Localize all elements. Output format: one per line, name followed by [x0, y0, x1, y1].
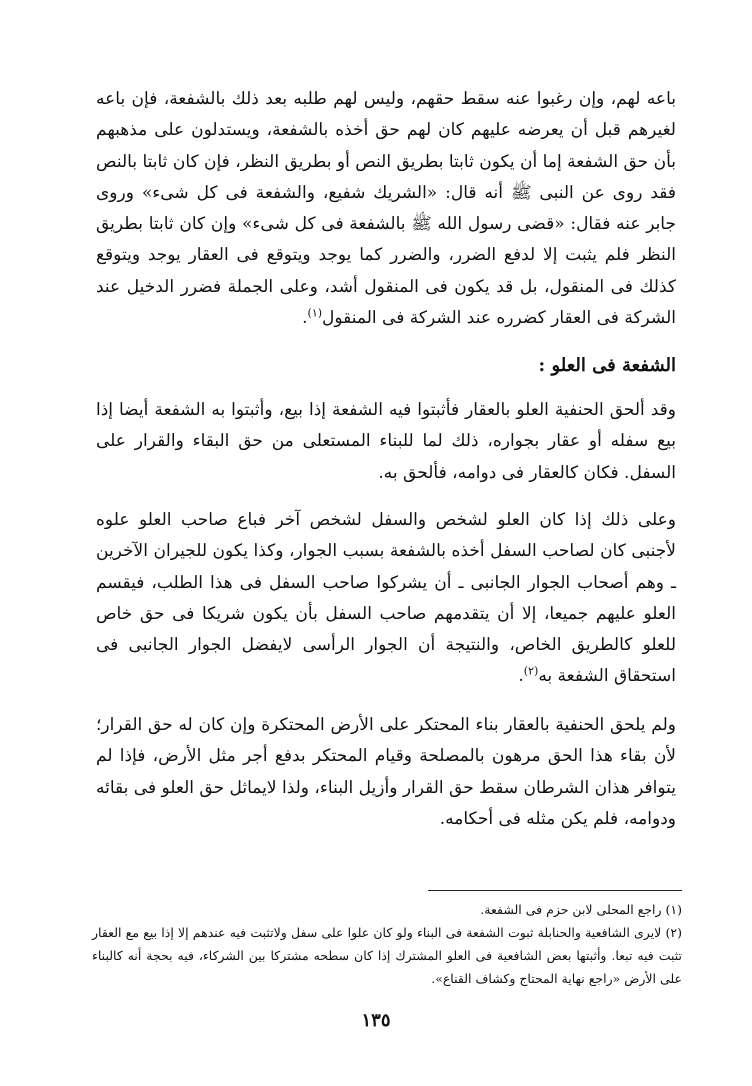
footnote-divider [428, 890, 682, 891]
footnote-1: (١) راجع المحلى لابن حزم فى الشفعة. [480, 902, 682, 917]
paragraph-text: وعلى ذلك إذا كان العلو لشخص والسفل لشخص آخر فباع صاحب العلو علوه لأجنبى كان لصاحب السفل أخذه بالشفعة بسبب الجوار، وكذا يكون للجيران الآخرين ـ وهم أصحاب الجوار الجانبى ـ أن يشركوا صاحب السفل فى هذا الطلب، فيقسم العلو عليهم جميعا، إلا أن يتقدمهم صاحب السفل بأن يكون شريكا فى حق خاص للعلو كالطريق الخاص، والنتيجة أن الجوار الرأسى لايفضل الجوار الجانبى فى استحقاق الشفعة به [96, 510, 677, 687]
paragraph-upper-lower-owners: وعلى ذلك إذا كان العلو لشخص والسفل لشخص آخر فباع صاحب العلو علوه لأجنبى كان لصاحب السفل أخذه بالشفعة بسبب الجوار، وكذا يكون للجيران الآخرين ـ وهم أصحاب الجوار الجانبى ـ أن يشركوا صاحب السفل فى هذا الطلب، فيقسم العلو عليهم جميعا، إلا أن يتقدمهم صاحب السفل بأن يكون شريكا فى حق خاص للعلو كالطريق الخاص، والنتيجة أن الجوار الرأسى لايفضل الجوار الجانبى فى استحقاق الشفعة به$^{(٢)}$. [96, 510, 677, 687]
page-number: ١٣٥ [361, 1010, 391, 1031]
footnote-marker-2: (٢) [523, 664, 539, 678]
paragraph-hanafi-upper-floor: وقد ألحق الحنفية العلو بالعقار فأثبتوا فيه الشفعة إذا بيع، وأثبتوا به الشفعة أيضا إذا بيع سفله أو عقار بجواره، ذلك لما للبناء المستعلى من حق البقاء والقرار على السفل. فكان كالعقار فى دوامه، فألحق به. [96, 400, 676, 483]
footnotes [92, 898, 682, 990]
section-heading-upper-floor: الشفعة فى العلو : [538, 355, 676, 376]
footnote-2: (٢) لايرى الشافعية والحنابلة ثبوت الشفعة فى البناء ولو كان علوا على سفل ولاتثبت فيه عندهم إلا إذا بيع مع العقار تثبت فيه تبعا. وأثبتها بعض الشافعية فى العلو المشترك إذا كان سطحه مشتركا بين الشركاء، فيه بحجة أنه كالبناء على الأرض «راجع نهاية المحتاج وكشاف القناع». [92, 925, 682, 986]
paragraph-leased-land-building: ولم يلحق الحنفية بالعقار بناء المحتكر على الأرض المحتكرة وإن كان له حق القرار؛ لأن بقاء هذا الحق مرهون بالمصلحة وقيام المحتكر بدفع أجر مثل الأرض، فإذا لم يتوافر هذان الشرطان سقط حق القرار وأزيل البناء، ولذا لايماثل حق العلو فى بقائه ودوامه، فلم يكن مثله فى أحكامه. [96, 715, 676, 829]
paragraph-preemption-movables: باعه لهم، وإن رغبوا عنه سقط حقهم، وليس لهم طلبه بعد ذلك بالشفعة، فإن باعه لغيرهم قبل أن يعرضه عليهم كان لهم حق أخذه بالشفعة، ويستدلون على مذهبهم بأن حق الشفعة إما أن يكون ثابتا بطريق النص أو بطريق النظر، فإن كان ثابتا بالنص فقد روى عن النبى ﷺ أنه قال: «الشريك شفيع، والشفعة فى كل شىء» وروى جابر عنه فقال: «قضى رسول الله ﷺ بالشفعة فى كل شىء» وإن كان ثابتا بطريق النظر فلم يثبت إلا لدفع الضرر، والضرر كما يوجد ويتوقع فى العقار يوجد ويتوقع كذلك فى المنقول، بل قد يكون فى المنقول أشد، وعلى الجملة فضرر الدخيل عند الشركة فى العقار كضرره عند الشركة فى المنقول$^{(١)}$. [96, 89, 676, 329]
footnote-marker-1: (١) [307, 306, 323, 320]
paragraph-text: باعه لهم، وإن رغبوا عنه سقط حقهم، وليس لهم طلبه بعد ذلك بالشفعة، فإن باعه لغيرهم قبل أن يعرضه عليهم كان لهم حق أخذه بالشفعة، ويستدلون على مذهبهم بأن حق الشفعة إما أن يكون ثابتا بطريق النص أو بطريق النظر، فإن كان ثابتا بالنص فقد روى عن النبى ﷺ أنه قال: «الشريك شفيع، والشفعة فى كل شىء» وروى جابر عنه فقال: «قضى رسول الله ﷺ بالشفعة فى كل شىء» وإن كان ثابتا بطريق النظر فلم يثبت إلا لدفع الضرر، والضرر كما يوجد ويتوقع فى العقار يوجد ويتوقع كذلك فى المنقول، بل قد يكون فى المنقول أشد، وعلى الجملة فضرر الدخيل عند الشركة فى العقار كضرره عند الشركة فى المنقول [96, 89, 676, 329]
